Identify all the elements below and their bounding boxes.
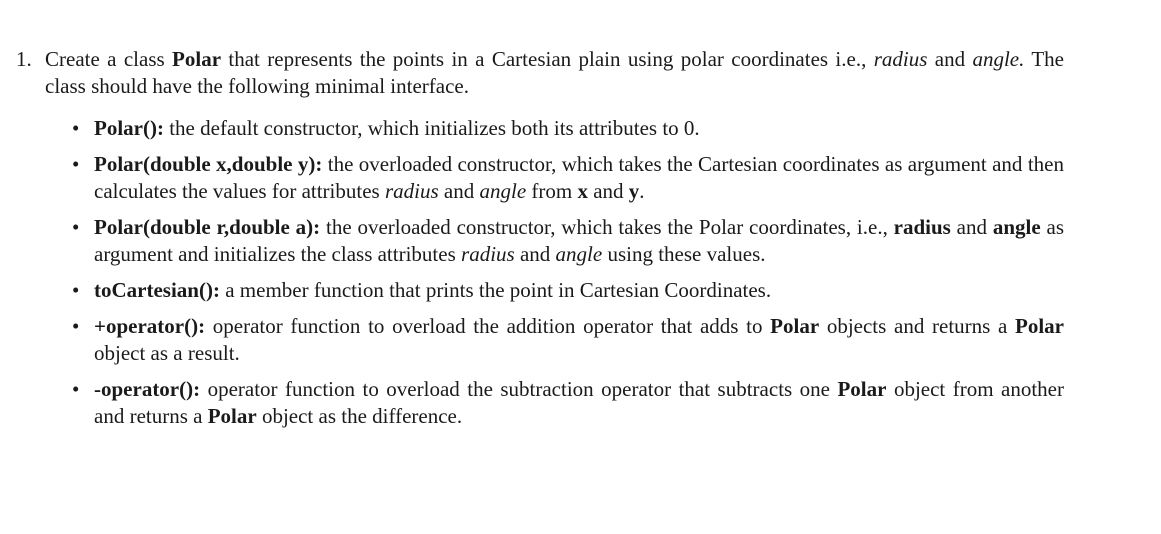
item-text: object from another and returns a (94, 377, 1064, 428)
intro-text: and (927, 47, 973, 71)
item-text: . (639, 179, 645, 203)
question-number: 1. (16, 47, 32, 71)
item-bold: x (577, 179, 588, 203)
item-text: object as the difference. (256, 404, 463, 428)
item-term: -operator(): (94, 377, 201, 401)
item-term: +operator(): (94, 314, 206, 338)
list-item-polar-constructor (94, 214, 1064, 268)
item-text: and (438, 179, 480, 203)
item-text: object as a result. (94, 341, 240, 365)
interface-list (16, 115, 1064, 430)
item-bold: y (628, 179, 640, 203)
item-text: objects and returns a (819, 314, 1016, 338)
class-name: Polar (172, 47, 222, 71)
item-italic: angle (555, 242, 603, 266)
item-bold: Polar (837, 377, 887, 401)
list-item-plus-operator (94, 313, 1064, 367)
item-text: a member function that prints the point in Cartesian Coordinates. (219, 278, 772, 302)
list-item-cartesian-constructor (94, 151, 1064, 205)
intro-radius: radius (873, 47, 928, 71)
item-bold: Polar (770, 314, 820, 338)
item-text: the overloaded constructor, which takes the Polar coordinates, i.e., (320, 215, 894, 239)
item-text: the default constructor, which initializes both its attributes to 0. (163, 116, 700, 140)
intro-text: The class should have the following minimal interface. (45, 47, 1064, 98)
intro-angle: angle. (972, 47, 1025, 71)
item-italic: angle (479, 179, 527, 203)
item-term: Polar(double r,double a): (94, 215, 321, 239)
item-text: using these values. (602, 242, 766, 266)
item-text: as argument and initializes the class attributes (94, 215, 1064, 266)
question-1 (16, 46, 1064, 439)
list-item-to-cartesian (94, 277, 1064, 304)
item-italic: radius (461, 242, 515, 266)
item-bold: Polar (1015, 314, 1064, 338)
item-bold: radius (893, 215, 951, 239)
item-text: and (514, 242, 556, 266)
list-item-default-constructor (94, 115, 1064, 142)
item-text: operator function to overload the subtraction operator that subtracts one (200, 377, 838, 401)
item-italic: radius (384, 179, 439, 203)
item-text: from (526, 179, 578, 203)
item-bold: angle (992, 215, 1041, 239)
item-bold: Polar (207, 404, 257, 428)
intro-text: Create a class (45, 47, 173, 71)
item-text: and (587, 179, 629, 203)
list-item-minus-operator (94, 376, 1064, 430)
intro-text: that represents the points in a Cartesian plain using polar coordinates i.e., (221, 47, 874, 71)
item-text: and (950, 215, 993, 239)
item-text: operator function to overload the addition operator that adds to (205, 314, 771, 338)
item-term: Polar(): (94, 116, 164, 140)
item-term: toCartesian(): (94, 278, 220, 302)
item-term: Polar(double x,double y): (94, 152, 323, 176)
item-text: the overloaded constructor, which takes the Cartesian coordinates as argument and then calculates the values for attributes (94, 152, 1064, 203)
question-intro (45, 46, 1064, 100)
